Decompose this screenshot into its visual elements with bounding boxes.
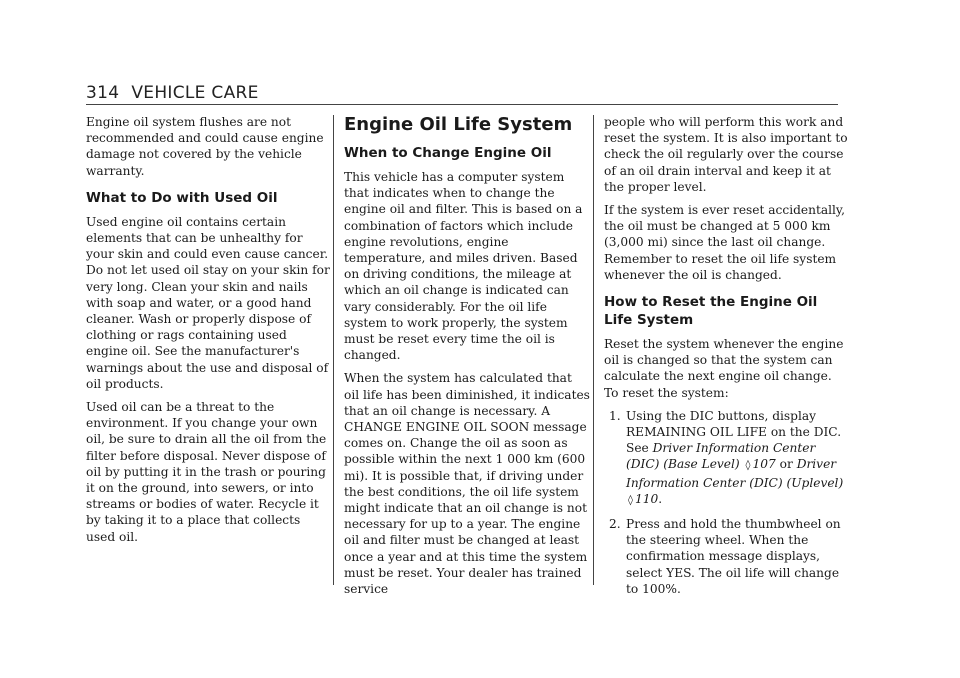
page-reference-107[interactable]: 107: [752, 457, 776, 472]
column-3: [604, 114, 850, 604]
heading-when-to-change: When to Change Engine Oil: [344, 145, 552, 161]
page-reference-110[interactable]: 110: [634, 491, 659, 506]
paragraph-environment: Used oil can be a threat to the environment. If you change your own oil, be sure to drain all the oil from the filter before disposal. Never dispose of oil by putting it in the trash or pouring it on the ground, into sewers, or into streams or bodies of water. Recycle it by taking it to a place that collects used oil.: [86, 400, 327, 544]
column-1: [86, 114, 332, 552]
page-reference-icon: ◊: [628, 494, 633, 506]
column-2: [344, 114, 590, 604]
paragraph-continued: people who will perform this work and reset the system. It is also important to check the oil regularly over the course of an oil drain interval and keep it at the proper level.: [604, 115, 848, 194]
paragraph-computer-system: This vehicle has a computer system that indicates when to change the engine oil and filter. This is based on a combination of factors which include engine revolutions, engine temperature, and miles driven. Based on driving conditions, the mileage at which an oil change is indicated can vary considerably. For the oil life system to work properly, the system must be reset every time the oil is changed.: [344, 170, 583, 363]
page-number: 314: [86, 83, 120, 103]
column-divider-2: [593, 115, 594, 585]
cross-reference-base-level[interactable]: Driver Information Center (DIC) (Base Level): [626, 441, 816, 472]
step-connector: or: [779, 457, 793, 472]
list-item: [604, 516, 850, 597]
step-text: Using the DIC buttons, display REMAINING OIL LIFE on the DIC. See: [626, 408, 842, 456]
section-title: VEHICLE CARE: [131, 83, 259, 103]
column-divider-1: [333, 115, 334, 585]
heading-how-to-reset: How to Reset the Engine Oil Life System: [604, 294, 818, 329]
list-item: [604, 408, 850, 509]
step-number: 2.: [609, 517, 621, 532]
step-number: 1.: [609, 408, 621, 423]
cross-reference-uplevel[interactable]: Driver Information Center (DIC) (Uplevel): [626, 457, 844, 490]
page-reference-icon: ◊: [745, 460, 751, 472]
heading-used-oil: What to Do with Used Oil: [86, 189, 278, 206]
paragraph-reset-accidentally: If the system is ever reset accidentally, the oil must be changed at 5 000 km (3,000 mi) since the last oil change. Remember to reset the oil life system whenever the oil is changed.: [604, 203, 846, 282]
header-rule: [86, 104, 838, 105]
paragraph-reset-intro: Reset the system whenever the engine oil is changed so that the system can calculate the next engine oil change. To reset the system:: [604, 337, 844, 400]
step-end: .: [658, 491, 663, 506]
step-text: Press and hold the thumbwheel on the steering wheel. When the confirmation message displays, select YES. The oil life will change to 100%.: [626, 517, 841, 596]
paragraph-calculated: When the system has calculated that oil life has been diminished, it indicates that an oil change is necessary. A CHANGE ENGINE OIL SOON message comes on. Change the oil as soon as possible within the next 1 000 km (600 mi). It is possible that, if driving under the best conditions, the oil life system might indicate that an oil change is not necessary for up to a year. The engine oil and filter must be changed at least once a year and at this time the system must be reset. Your dealer has trained service: [344, 371, 590, 597]
paragraph-flush: Engine oil system flushes are not recommended and could cause engine damage not covered by the vehicle warranty.: [86, 115, 324, 178]
section-heading: Engine Oil Life System: [344, 114, 573, 135]
paragraph-used-oil: Used engine oil contains certain elements that can be unhealthy for your skin and could even cause cancer. Do not let used oil stay on your skin for very long. Clean your skin and nails with soap and water, or a good hand cleaner. Wash or properly dispose of clothing or rags containing used engine oil. See the manufacturer's warnings about the use and disposal of oil products.: [86, 214, 330, 391]
page-header: [86, 83, 259, 103]
reset-steps: [604, 408, 850, 597]
